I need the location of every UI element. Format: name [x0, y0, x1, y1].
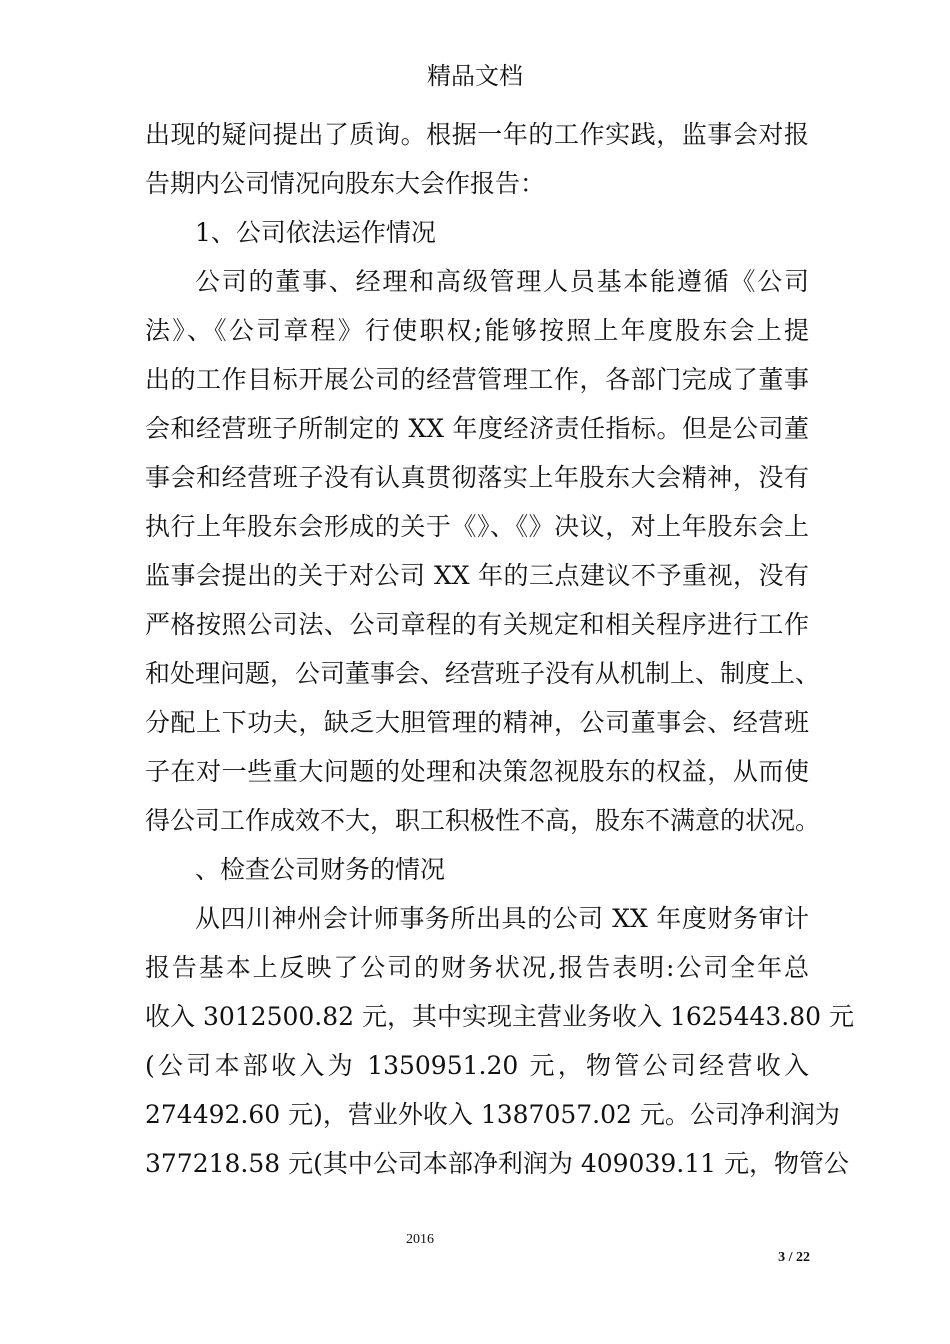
section-heading: 1、公司依法运作情况 — [195, 218, 436, 247]
text-line: 出的工作目标开展公司的经营管理工作，各部门完成了董事 — [145, 365, 809, 394]
text-line: 得公司工作成效不大，职工积极性不高，股东不满意的状况。 — [145, 806, 821, 835]
text-line: 收入 3012500.82 元，其中实现主营业务收入 1625443.80 元 — [145, 1002, 854, 1031]
text-line: 法》、《公司章程》行使职权;能够按照上年度股东会上提 — [145, 316, 809, 345]
text-line: 子在对一些重大问题的处理和决策忽视股东的权益，从而使 — [145, 757, 809, 786]
text-line: 告期内公司情况向股东大会作报告： — [145, 169, 546, 198]
text-line: 监事会提出的关于对公司 XX 年的三点建议不予重视，没有 — [145, 561, 809, 590]
text-line: 严格按照公司法、公司章程的有关规定和相关程序进行工作 — [145, 610, 809, 639]
text-line: 377218.58 元(其中公司本部净利润为 409039.11 元，物管公 — [145, 1149, 849, 1178]
text-line: 事会和经营班子没有认真贯彻落实上年股东大会精神，没有 — [145, 463, 809, 492]
text-line: (公司本部收入为 1350951.20 元，物管公司经营收入 — [145, 1051, 809, 1080]
page-header: 精品文档 — [427, 62, 523, 90]
footer-year: 2016 — [406, 1232, 434, 1247]
text-line: 公司的董事、经理和高级管理人员基本能遵循《公司 — [195, 267, 809, 296]
text-line: 出现的疑问提出了质询。根据一年的工作实践，监事会对报 — [145, 120, 809, 149]
text-line: 会和经营班子所制定的 XX 年度经济责任指标。但是公司董 — [145, 414, 809, 443]
text-line: 从四川神州会计师事务所出具的公司 XX 年度财务审计 — [195, 904, 809, 933]
section-heading: 、检查公司财务的情况 — [195, 855, 446, 884]
text-line: 执行上年股东会形成的关于《》、《》决议，对上年股东会上 — [145, 512, 809, 541]
page-number: 3 / 22 — [778, 1250, 810, 1265]
text-line: 和处理问题，公司董事会、经营班子没有从机制上、制度上、 — [145, 659, 821, 688]
document-body — [145, 110, 854, 1188]
text-line: 分配上下功夫，缺乏大胆管理的精神，公司董事会、经营班 — [145, 708, 809, 737]
text-line: 报告基本上反映了公司的财务状况,报告表明:公司全年总 — [145, 953, 809, 982]
text-line: 274492.60 元)，营业外收入 1387057.02 元。公司净利润为 — [145, 1100, 840, 1129]
